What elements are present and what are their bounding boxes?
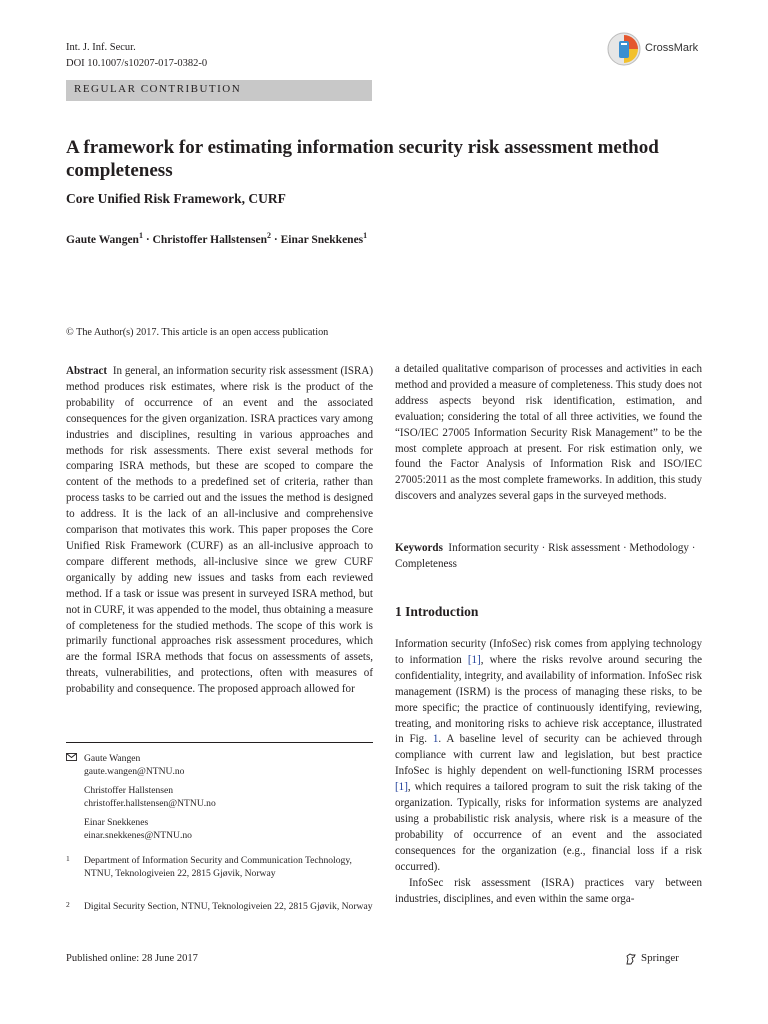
abstract-text-right: a detailed qualitative comparison of processes and activities in each method and provided a measure of completeness. This study does not address aspects beyond risk identification, estimation, and evaluation; considering the total of all three activities, we found the “ISO/IEC 27005 Information Security Risk Management” to be the most complete approach at present. For risk estimation only, we found the Factor Analysis of Information Risk and ISO/IEC 27005:2011 as the most complete frameworks. In addition, this study discovers and analyzes several gaps in the surveyed methods. — [395, 363, 702, 503]
journal-name: Int. J. Inf. Secur. — [66, 42, 136, 53]
abstract-left — [66, 364, 373, 698]
crossmark-badge[interactable] — [607, 32, 717, 68]
author-affiliation-mark: 2 — [267, 231, 272, 240]
contact-email[interactable]: einar.snekkenes@NTNU.no — [84, 830, 192, 842]
paper-subtitle: Core Unified Risk Framework, CURF — [66, 191, 286, 206]
envelope-icon — [66, 753, 77, 761]
copyright-notice: © The Author(s) 2017. This article is an open access publication — [66, 327, 329, 338]
contact-entry — [84, 752, 374, 779]
intro-paragraph-1: Information security (InfoSec) risk comes from applying technology to information [1], where the risks revolve around securing the confidentiality, integrity, and availability of information. InfoSec risk management (ISRM) is the process of managing these risks, to be more specific; the practice of continuously identifying, reviewing, treating, and monitoring risks to achieve risk acceptance, illustrated in Fig. 1. A baseline level of security can be achieved through compliance with current law and legislation, but best practice InfoSec is highly dependent on well-functioning ISRM processes [1], which requires a tailored program to suit the risk taking of the organization. Typically, risks for information systems are analyzed using a probabilistic risk analysis, where risk is a measure of the probability of occurrence of an event and the associated consequences for the organization (e.g., financial loss if a risk occurred). — [395, 638, 702, 873]
keywords — [395, 541, 702, 573]
contact-entry — [84, 784, 374, 811]
author-name[interactable]: Gaute Wangen — [66, 233, 139, 246]
author-separator: · — [273, 233, 278, 246]
abstract-label: Abstract — [66, 365, 108, 377]
footnote-divider — [66, 742, 373, 743]
author-separator: · — [145, 233, 150, 246]
abstract-text-left: In general, an information security risk assessment (ISRA) method produces risk estimates, where risk is the product of the probability of occurrence of an event and the associated consequences for the given organization. ISRA practices vary among industries and disciplines, resulting in various approaches and methods for risk assessments. There exist several methods for comparing ISRA methods, but these are scoped to compare the content of the methods to a predefined set of criteria, rather than process tasks to be carried out and the issues the method is designed to address. It is the lack of an all-inclusive and comprehensive comparison that motivates this work. This paper proposes the Core Unified Risk Framework (CURF) as an all-inclusive approach to compare different methods, all-inclusive since we grew CURF organically by adding new issues and tasks from each reviewed method. If a task or issue was present in surveyed ISRA method, but not in CURF, it was appended to the model, thus obtaining a measure of completeness for the studied methods. The scope of this work is primarily functional approaches risk assessment procedures, which are the formal ISRA methods that focus on assessments of assets, threats, vulnerabilities, and protections, often with measures of probability and consequence. The proposed approach allowed for — [66, 365, 373, 696]
author-affiliation-mark: 1 — [138, 231, 143, 240]
citation-link[interactable]: [1] — [395, 781, 408, 794]
author-affiliation-mark: 1 — [363, 231, 368, 240]
affiliation-number: 1 — [66, 854, 70, 863]
contact-name: Christoffer Hallstensen — [84, 785, 174, 796]
author-list — [66, 231, 367, 246]
journal-header — [66, 40, 207, 72]
contact-name: Gaute Wangen — [84, 753, 141, 764]
article-type-banner — [66, 80, 372, 101]
author-name[interactable]: Einar Snekkenes — [280, 233, 364, 246]
contact-email[interactable]: gaute.wangen@NTNU.no — [84, 766, 185, 778]
contact-name: Einar Snekkenes — [84, 817, 149, 828]
keywords-text: Information security · Risk assessment · Methodology · Completeness — [395, 542, 696, 570]
publication-date: Published online: 28 June 2017 — [66, 953, 198, 964]
crossmark-icon — [607, 32, 641, 66]
affiliation-number: 2 — [66, 900, 70, 909]
contact-entry — [84, 816, 374, 843]
section-heading: 1 Introduction — [395, 604, 479, 619]
abstract-right — [395, 362, 702, 505]
author-name[interactable]: Christoffer Hallstensen — [152, 233, 268, 246]
introduction-text — [395, 637, 702, 907]
citation-link[interactable]: [1] — [467, 653, 481, 666]
crossmark-label: CrossMark — [645, 42, 699, 54]
affiliation-text: Digital Security Section, NTNU, Teknologiveien 22, 2815 Gjøvik, Norway — [84, 901, 373, 912]
paper-title: A framework for estimating information security risk assessment method completeness — [66, 137, 659, 181]
publisher-logo[interactable]: Springer — [641, 952, 679, 964]
keywords-label: Keywords — [395, 542, 443, 554]
doi[interactable]: DOI 10.1007/s10207-017-0382-0 — [66, 58, 208, 69]
article-type-label: REGULAR CONTRIBUTION — [74, 83, 242, 95]
springer-horse-icon — [625, 953, 637, 965]
figure-link[interactable]: 1 — [432, 733, 439, 746]
intro-paragraph-2: InfoSec risk assessment (ISRA) practices vary between industries, disciplines, and even within the same orga- — [395, 876, 702, 905]
contact-email[interactable]: christoffer.hallstensen@NTNU.no — [84, 798, 216, 810]
affiliation-text: Department of Information Security and Communication Technology, NTNU, Teknologiveien 22, 2815 Gjøvik, Norway — [84, 855, 352, 880]
corresponding-contacts — [66, 752, 376, 842]
